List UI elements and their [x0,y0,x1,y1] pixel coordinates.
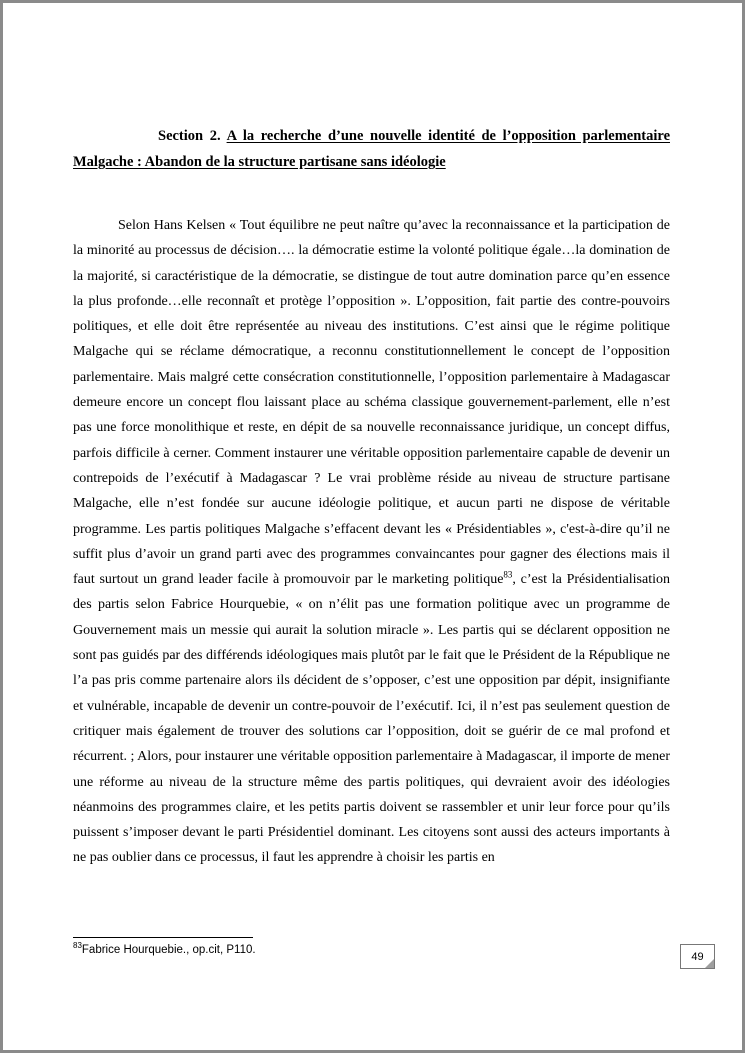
footnote [73,943,473,958]
footnote-reference: 83 [503,569,513,580]
page-number: 49 [691,950,704,963]
corner-fold-icon [705,959,714,968]
footnote-number: 83 [73,941,82,951]
footnote-separator [73,937,253,938]
body-text-part-1: Selon Hans Kelsen « Tout équilibre ne peut naître qu’avec la reconnaissance et la participation de la minorité au processus de décision…. la démocratie estime la volonté politique égale…la domination de la majorité, si caractéristique de la démocratie, se distingue de tout autre domination parce qu’en essence la plus profonde…elle reconnaît et protège l’opposition ». L’opposition, fait partie des contre-pouvoirs politiques, et elle doit être représentée au niveau des institutions. C’est ainsi que le régime politique Malgache qui se réclame démocratique, a reconnu constitutionnellement le concept de l’opposition parlementaire. Mais malgré cette consécration constitutionnelle, l’opposition parlementaire à Madagascar demeure encore un concept flou laissant place au schéma classique gouvernement-parlement, elle n’est pas une force monolithique et reste, en dépit de sa nouvelle reconnaissance juridique, un concept diffus, parfois difficile à cerner. Comment instaurer une véritable opposition parlementaire capable de devenir un contrepoids de l’exécutif à Madagascar ? Le vrai problème réside au niveau de structure partisane Malgache, elle n’est fondée sur aucune idéologie politique, et aucun parti ne dispose de véritable programme. Les partis politiques Malgache s’effacent devant les « Présidentiables », c'est-à-dire qu’il ne suffit plus d’avoir un grand parti avec des programmes convaincantes pour gagner des élections mais il faut surtout un grand leader facile à promouvoir par le marketing politique [73,218,670,588]
section-heading [73,123,670,175]
footnote-text: Fabrice Hourquebie., op.cit, P110. [81,944,256,956]
page-number-frame [680,944,715,969]
section-label: Section 2. [158,128,221,144]
footnote-area [73,937,473,958]
body-paragraph [73,213,670,871]
body-text-part-2: , c’est la Présidentialisation des partis selon Fabrice Hourquebie, « on n’élit pas une formation politique avec un programme de Gouvernement mais un messie qui aurait la solution miracle ». Les partis qui se déclarent opposition ne sont pas guidés par des différends idéologiques mais plutôt par le fait que le Président de la République ne l’a pas pris comme partenaire alors ils décident de s’opposer, c’est une opposition par dépit, insignifiante et vulnérable, incapable de devenir un contre-pouvoir de l’exécutif. Ici, il n’est pas seulement question de critiquer mais également de trouver des solutions car l’opposition, doit se guérir de ce mal profond et récurrent. ; Alors, pour instaurer une véritable opposition parlementaire à Madagascar, il importe de mener une réforme au niveau de la structure même des partis politiques, qui devraient avoir des idéologies néanmoins des programmes claire, et les petits partis doivent se rassembler et unir leur force pour qu’ils puissent s’imposer devant le parti Présidentiel dominant. Les citoyens sont aussi des acteurs importants à ne pas oublier dans ce processus, il faut les apprendre à choisir les partis en [73,572,671,866]
page-content [73,123,670,871]
section-title-text: A la recherche d’une nouvelle identité de l’opposition parlementaire Malgache : Abandon de la structure partisane sans idéologie [73,128,670,170]
